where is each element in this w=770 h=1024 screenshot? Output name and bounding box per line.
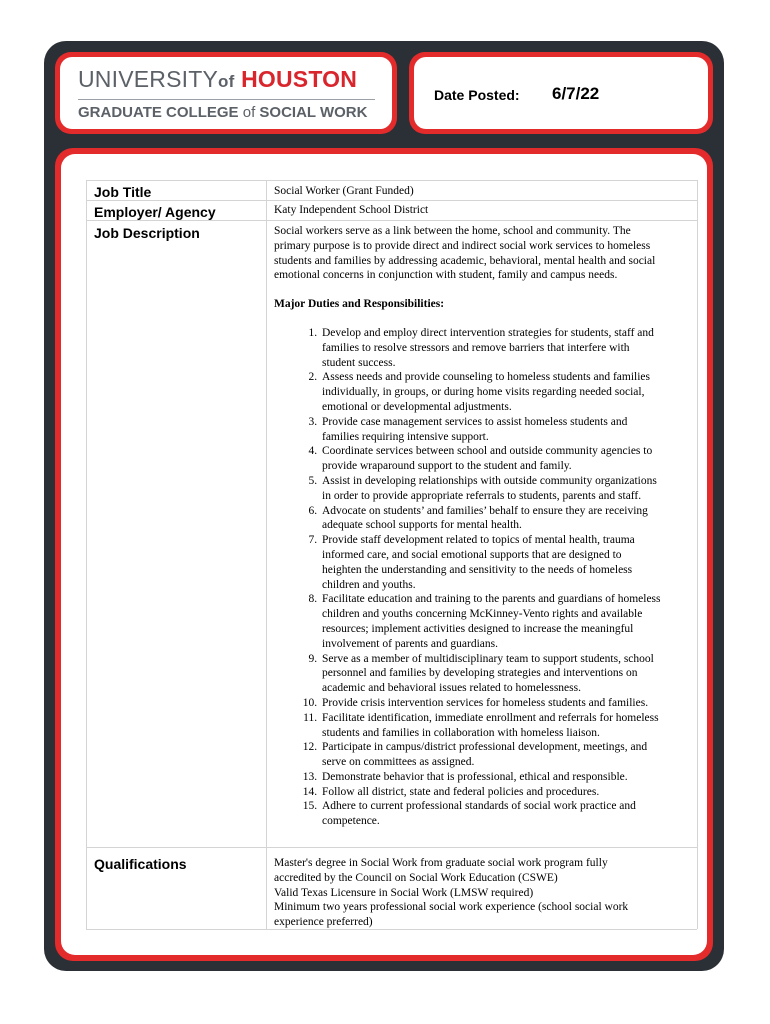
date-posted-value: 6/7/22 [552,84,600,103]
table-border [86,220,697,221]
table-border [86,847,697,848]
duty-item: 13. Demonstrate behavior that is professional, ethical and responsible. [320,770,694,785]
job-description [274,224,694,829]
logo-divider [78,99,375,100]
duty-item: 11. Facilitate identification, immediate enrollment and referrals for homeless students and families in collaboration with homeless liaison. [320,711,694,741]
duty-item: 7. Provide staff development related to topics of mental health, trauma informed care, and social emotional supports that are designed to heighten the understanding and sensitivity to the needs of homeless children and youths. [320,533,694,592]
employer-label: Employer/ Agency [94,204,216,220]
duty-item: 8. Facilitate education and training to the parents and guardians of homeless children and youths concerning McKinney-Vento rights and available resources; implement activities designed to increase the meaningful involvement of parents and guardians. [320,592,694,651]
date-posted-label: Date Posted: [434,87,520,103]
duties-heading: Major Duties and Responsibilities: [274,298,445,311]
duty-item: 9. Serve as a member of multidisciplinary team to support students, school personnel and families by developing strategies and interventions on academic and behavioral issues related to homelessness. [320,652,694,696]
duty-item: 3. Provide case management services to assist homeless students and families requiring intensive support. [320,415,694,445]
description-intro: Social workers serve as a link between the home, school and community. The primary purpose is to provide direct and indirect social work services to homeless students and families by addressing academic, behavioral, mental health and social emotional concerns in conjunction with student, family and campus needs. [274,225,656,282]
table-border [86,180,697,181]
table-border [697,180,698,929]
date-posted-panel [409,52,713,134]
duty-item: 1. Develop and employ direct intervention strategies for students, staff and families to resolve stressors and remove barriers that interfere with student success. [320,326,694,370]
qualification-line: Minimum two years professional social work experience (school social work [274,901,629,914]
college-name: GRADUATE COLLEGE of SOCIAL WORK [78,104,368,121]
duty-item: 12. Participate in campus/district professional development, meetings, and serve on committees as assigned. [320,740,694,770]
duty-item: 5. Assist in developing relationships with outside community organizations in order to provide appropriate referrals to students, parents and staff. [320,474,694,504]
qualifications-label: Qualifications [94,856,187,872]
job-title-value: Social Worker (Grant Funded) [274,185,414,197]
duty-item: 15. Adhere to current professional standards of social work practice and competence. [320,799,694,829]
duty-item: 2. Assess needs and provide counseling to homeless students and families individually, in groups, or during home visits regarding needed social, emotional or developmental adjustments. [320,370,694,414]
duty-item: 6. Advocate on students’ and families’ behalf to ensure they are receiving adequate school supports for mental health. [320,504,694,534]
qualification-line: accredited by the Council on Social Work Education (CSWE) [274,871,558,884]
qualification-line: Master's degree in Social Work from graduate social work program fully [274,857,608,869]
qualification-line: Valid Texas Licensure in Social Work (LMSW required) [274,886,534,899]
university-logo-panel [55,52,397,134]
employer-value: Katy Independent School District [274,204,429,216]
duty-item: 10. Provide crisis intervention services for homeless students and families. [320,696,694,711]
duty-item: 4. Coordinate services between school and outside community agencies to provide wraparound support to the student and family. [320,444,694,474]
qualifications-text [274,856,694,930]
duties-list [274,326,694,829]
qualification-line: experience preferred) [274,916,373,929]
table-border [86,180,87,929]
university-logo: UNIVERSITYof HOUSTON [78,66,358,92]
job-description-label: Job Description [94,225,200,241]
job-title-label: Job Title [94,184,152,200]
duty-item: 14. Follow all district, state and federal policies and procedures. [320,785,694,800]
table-column-divider [266,180,267,929]
table-border [86,200,697,201]
